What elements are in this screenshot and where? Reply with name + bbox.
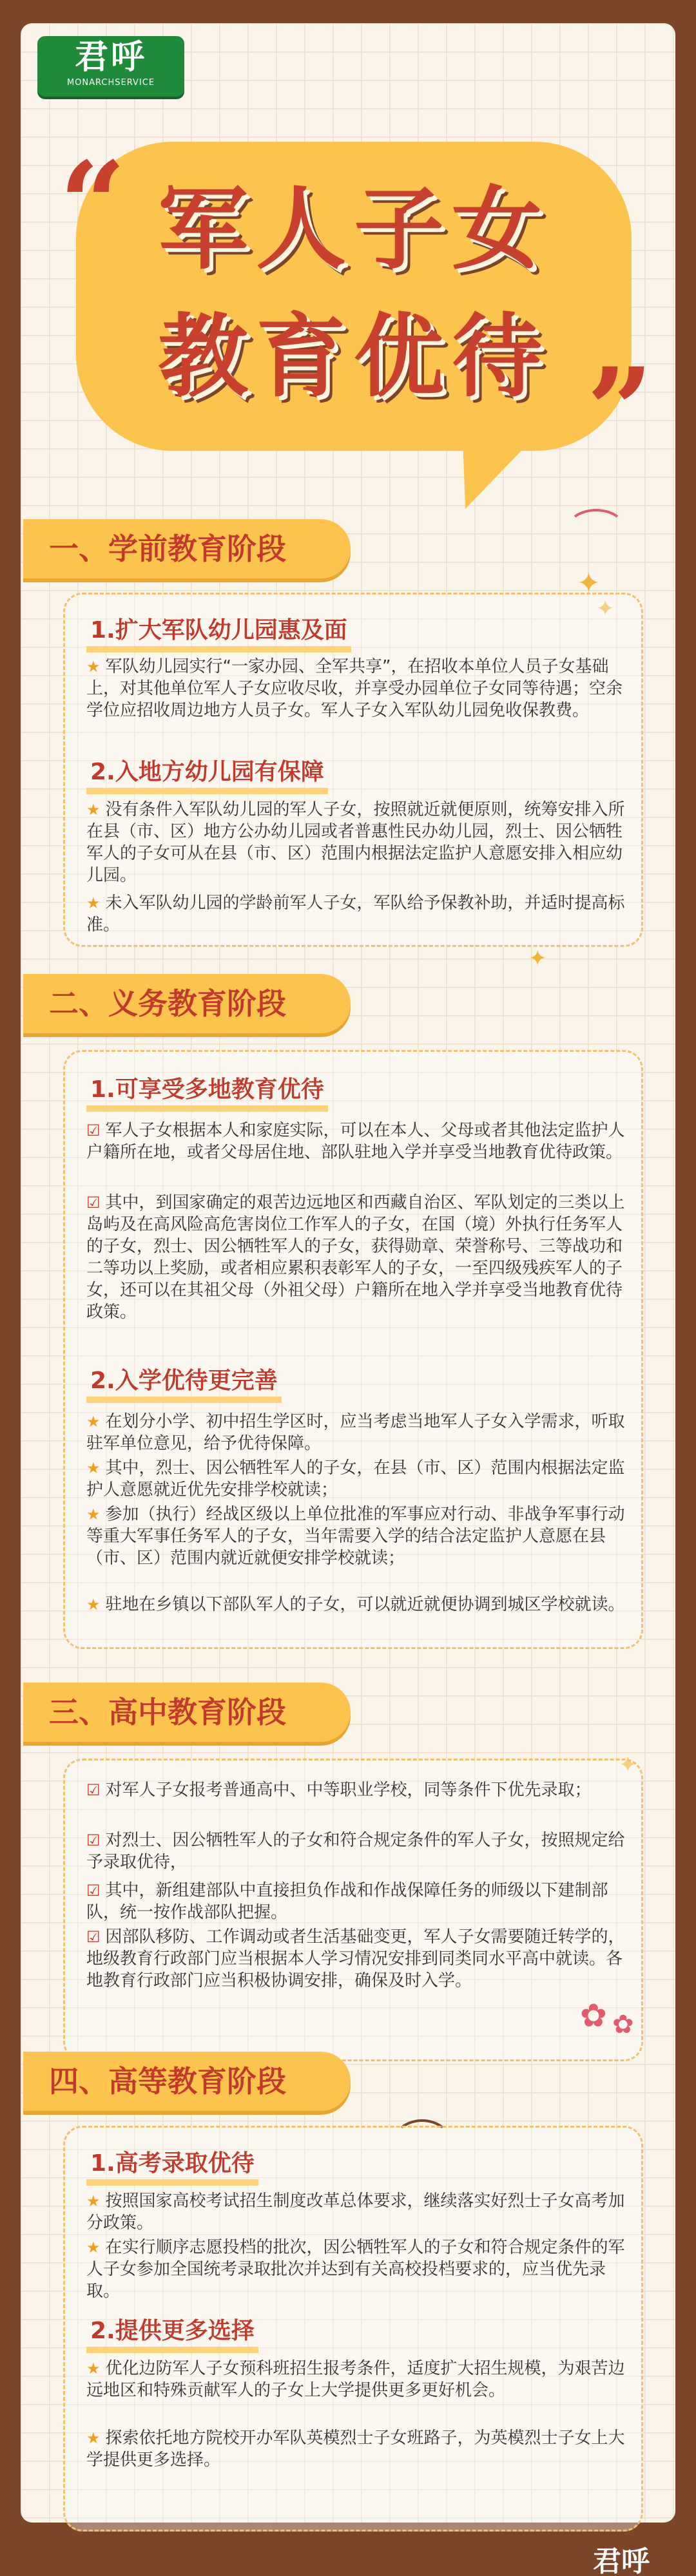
star-icon: ★: [86, 801, 101, 819]
paragraph: ★ 未入军队幼儿园的学龄前军人子女，军队给予保教补助，并适时提高标准。: [86, 893, 625, 935]
paragraph: ★ 在实行顺序志愿投档的批次，因公牺牲军人的子女和符合规定条件的军人子女参加全国统考录取批次并达到有关高校投档要求的，应当优先录取。: [86, 2238, 625, 2301]
flower-icon: ✿: [612, 2010, 634, 2039]
open-quote-icon: “: [59, 137, 126, 272]
star-icon: ★: [86, 2360, 101, 2378]
subheading: 2.入学优待更完善: [86, 1366, 282, 1403]
title-line-1: 军人子女: [157, 177, 550, 282]
paragraph: ★ 探索依托地方院校开办军队英模烈士子女班路子，为英模烈士子女上大学提供更多选择。: [86, 2428, 625, 2470]
close-quote-icon: ”: [586, 343, 653, 479]
paragraph: ★ 在划分小学、初中招生学区时，应当考虑当地军人子女入学需求，听取驻军单位意见，给予优待保障。: [86, 1412, 625, 1453]
logo-tagline: MONARCHSERVICE: [66, 78, 155, 88]
paragraph: ☑ 其中，新组建部队中直接担负作战和作战保障任务的师级以下建制部队，统一按作战部队把握。: [86, 1881, 608, 1922]
star-icon: ★: [86, 894, 101, 912]
title-line-2: 教育优待: [157, 305, 550, 410]
check-icon: ☑: [86, 1831, 101, 1849]
brand-logo: [37, 36, 184, 97]
subheading: 1.可享受多地教育优待: [86, 1074, 328, 1112]
paragraph: ★ 没有条件入军队幼儿园的军人子女，按照就近就便原则，统筹安排入所在县（市、区）地方公办幼儿园或者普惠性民办幼儿园，烈士、因公牺牲军人的子女可从在县（市、区）范围内根据法定监护人意愿安排入相应幼儿园。: [86, 800, 625, 885]
paragraph: ★ 参加（执行）经战区级以上单位批准的军事应对行动、非战争军事行动等重大军事任务军人的子女，当年需要入学的结合法定监护人意愿在县（市、区）范围内就近就便安排学校就读；: [86, 1505, 625, 1568]
section-heading: 三、高中教育阶段: [23, 1683, 351, 1742]
check-icon: ☑: [86, 1194, 101, 1212]
sparkle-icon: ✦: [577, 567, 601, 600]
star-icon: ★: [86, 2192, 101, 2210]
sparkle-icon: ✦: [596, 596, 615, 622]
star-icon: ★: [86, 1596, 101, 1614]
subheading: 1.高考录取优待: [86, 2148, 258, 2186]
check-icon: ☑: [86, 1882, 101, 1900]
flower-icon: ✿: [580, 1997, 607, 2034]
paragraph: ★ 其中，烈士、因公牺牲军人的子女，在县（市、区）范围内根据法定监护人意愿就近优先安排学校就读；: [86, 1458, 625, 1500]
section-heading: 四、高等教育阶段: [23, 2052, 351, 2111]
sparkle-icon: ✦: [528, 946, 547, 971]
star-icon: ★: [86, 1459, 101, 1477]
paragraph: ☑ 军人子女根据本人和家庭实际，可以在本人、父母或者其他法定监护人户籍所在地，或者父母居住地、部队驻地入学并享受当地教育优待政策。: [86, 1121, 625, 1162]
paragraph: ☑ 对烈士、因公牺牲军人的子女和符合规定条件的军人子女，按照规定给予录取优待，: [86, 1831, 625, 1872]
paragraph: ★ 按照国家高校考试招生制度改革总体要求，继续落实好烈士子女高考加分政策。: [86, 2191, 625, 2233]
section-heading: 二、义务教育阶段: [23, 974, 351, 1033]
paragraph: ★ 驻地在乡镇以下部队军人的子女，可以就近就便协调到城区学校就读。: [86, 1595, 625, 1614]
check-icon: ☑: [86, 1781, 101, 1799]
watermark: 君呼: [593, 2545, 650, 2576]
paragraph: ☑ 对军人子女报考普通高中、中等职业学校，同等条件下优先录取；: [86, 1780, 592, 1800]
star-icon: ★: [86, 2238, 101, 2256]
subheading: 1.扩大军队幼儿园惠及面: [86, 615, 351, 653]
section-heading: 一、学前教育阶段: [23, 519, 351, 578]
star-icon: ★: [86, 1413, 101, 1431]
logo-name: 君呼: [74, 38, 147, 77]
paragraph: ☑ 其中，到国家确定的艰苦边远地区和西藏自治区、军队划定的三类以上岛屿及在高风险高危害岗位工作军人的子女，在国（境）外执行任务军人的子女，烈士、因公牺牲军人的子女，获得勋章、荣誉称号、三等战功和二等功以上奖励，或者相应累积表彰军人的子女，一至四级残疾军人的子女，还可以在其祖父母（外祖父母）户籍所在地入学并享受当地教育优待政策。: [86, 1193, 625, 1322]
check-icon: ☑: [86, 1121, 101, 1140]
swirl-icon: [567, 509, 625, 548]
sparkle-icon: ✦: [619, 1752, 637, 1778]
star-icon: ★: [86, 1505, 101, 1523]
paragraph: ☑ 因部队移防、工作调动或者生活基础变更，军人子女需要随迁转学的，地级教育行政部门应当根据本人学习情况安排到同类同水平高中就读。各地教育行政部门应当积极协调安排，确保及时入学。: [86, 1927, 625, 1990]
subheading: 2.提供更多选择: [86, 2316, 258, 2353]
subheading: 2.入地方幼儿园有保障: [86, 757, 328, 794]
star-icon: ★: [86, 2429, 101, 2447]
star-icon: ★: [86, 658, 101, 676]
paragraph: ★ 军队幼儿园实行“一家办园、全军共享”，在招收本单位人员子女基础上，对其他单位军人子女应收尽收，并享受办园单位子女同等待遇；空余学位应招收周边地方人员子女。军人子女入军队幼儿园免收保教费。: [86, 657, 623, 720]
check-icon: ☑: [86, 1928, 101, 1946]
paragraph: ★ 优化边防军人子女预科班招生报考条件，适度扩大招生规模，为艰苦边远地区和特殊贡献军人的子女上大学提供更多更好机会。: [86, 2359, 625, 2400]
